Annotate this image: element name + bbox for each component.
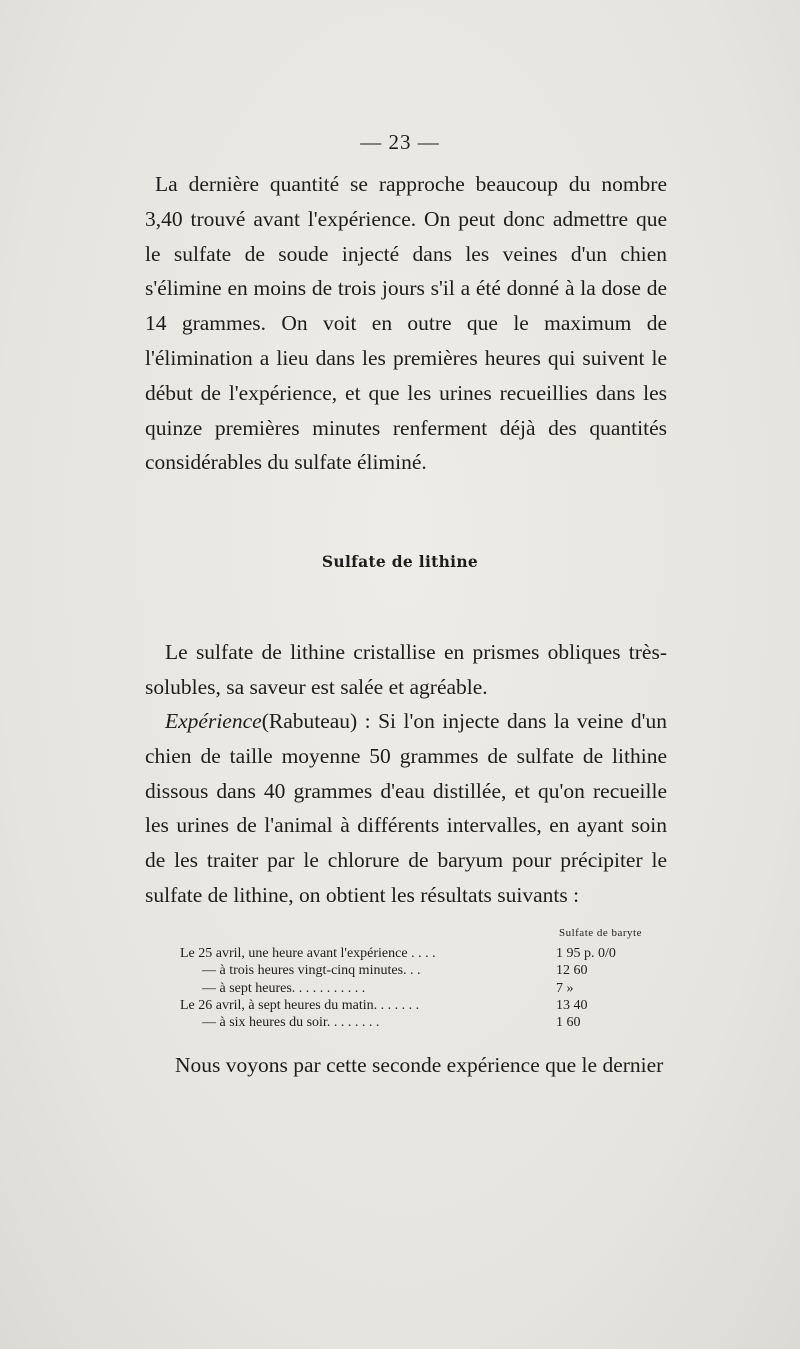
row-label: — à six heures du soir. . . . . . . . [202, 1015, 380, 1031]
row-value: 13 40 [556, 997, 588, 1013]
paragraph-3-text: (Rabuteau) : Si l'on injecte dans la veine d'un chien de taille moyenne 50 grammes de sulfate de lithine dissous dans 40 grammes d'eau distillée, et qu'on recueille les urines de l'animal à différents intervalles, en ayant soin de les traiter par le chlorure de baryum pour précipiter le sulfate de lithine, on obtient les résultats suivants : [145, 709, 667, 907]
row-value: 12 60 [556, 963, 588, 979]
table-header: Sulfate de baryte [558, 927, 642, 939]
paragraph-3 [145, 704, 667, 913]
paragraph-2: Le sulfate de lithine cristallise en prismes obliques très-solubles, sa saveur est salée et agréable. [145, 640, 667, 699]
table-row [180, 962, 646, 979]
table-row [180, 997, 646, 1014]
row-label: — à trois heures vingt-cinq minutes. . . [202, 963, 421, 979]
paragraph-3-lead: Expérience [165, 709, 262, 733]
table-row [180, 1014, 646, 1031]
row-label: Le 25 avril, une heure avant l'expérience . . . . [180, 946, 436, 962]
page-number: — 23 — [360, 130, 440, 154]
paragraph-1: La dernière quantité se rapproche beaucoup du nombre 3,40 trouvé avant l'expérience. On peut donc admettre que le sulfate de soude injecté dans les veines d'un chien s'élimine en moins de trois jours s'il a été donné à la dose de 14 grammes. On voit en outre que le maximum de l'élimination a lieu dans les premières heures qui suivent le début de l'expérience, et que les urines recueillies dans les quinze premières minutes renferment déjà des quantités considérables du sulfate éliminé. [145, 172, 667, 475]
section-heading: Sulfate de lithine [321, 552, 479, 571]
row-label: Le 26 avril, à sept heures du matin. . . . . . . [180, 997, 420, 1013]
row-label: — à sept heures. . . . . . . . . . . [202, 980, 366, 996]
table-row [180, 945, 646, 962]
table-row [180, 980, 646, 997]
results-table [180, 925, 646, 1031]
row-value: 7 » [556, 980, 574, 996]
paragraph-4: Nous voyons par cette seconde expérience que le dernier [175, 1053, 664, 1077]
row-value: 1 95 p. 0/0 [556, 946, 616, 962]
row-value: 1 60 [556, 1015, 581, 1031]
